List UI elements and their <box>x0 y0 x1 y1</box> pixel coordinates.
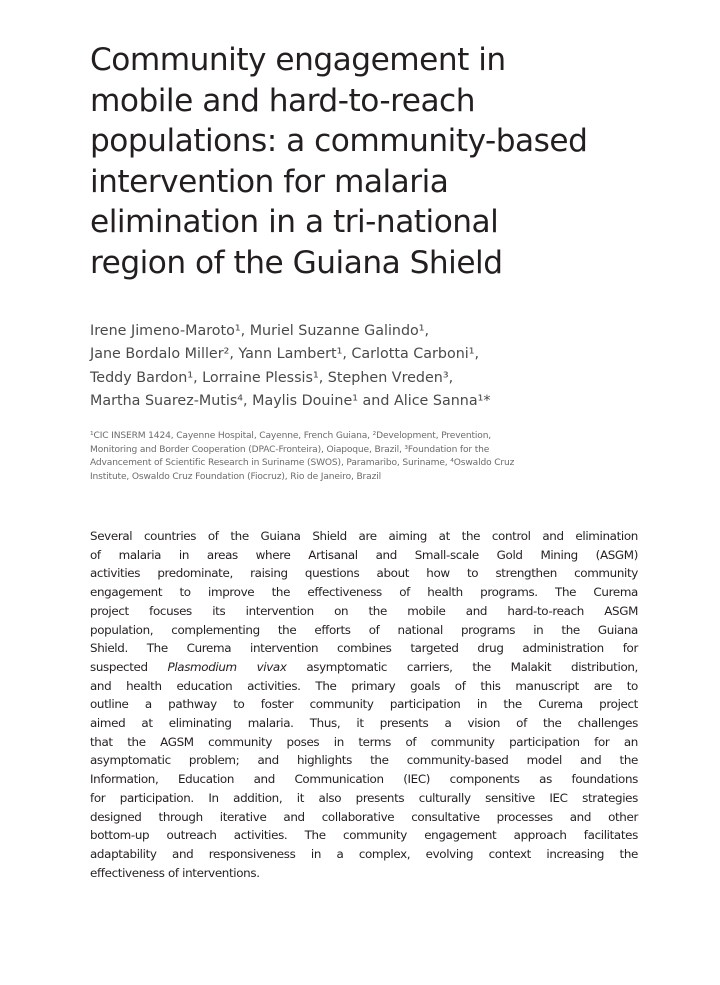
species-name: Plasmodium vivax <box>167 659 287 674</box>
abstract-line: Shield. The Curema intervention combines targeted drug administration for <box>90 641 638 656</box>
title-line: region of the Guiana Shield <box>90 244 503 281</box>
abstract-line: designed through iterative and collaborative consultative processes and other <box>90 809 638 824</box>
title-line: intervention for malaria <box>90 163 449 200</box>
abstract-line: engagement to improve the effectiveness of health programs. The Curema <box>90 585 638 600</box>
abstract-line: activities predominate, raising questions about how to strengthen community <box>90 566 638 581</box>
author-line: Martha Suarez-Mutis⁴, Maylis Douine¹ and Alice Sanna¹* <box>90 393 491 410</box>
abstract <box>90 527 638 882</box>
paper-title <box>90 40 670 284</box>
abstract-line: outline a pathway to foster community participation in the Curema project <box>90 697 638 712</box>
author-line: Irene Jimeno-Maroto¹, Muriel Suzanne Galindo¹, <box>90 323 430 339</box>
abstract-line: effectiveness of interventions. <box>90 865 260 880</box>
abstract-line: adaptability and responsiveness in a complex, evolving context increasing the <box>90 846 638 861</box>
abstract-line: for participation. In addition, it also presents culturally sensitive IEC strategies <box>90 790 638 805</box>
affiliation-line: ¹CIC INSERM 1424, Cayenne Hospital, Cayenne, French Guiana, ²Development, Prevention, <box>90 431 492 441</box>
abstract-line: Information, Education and Communication (IEC) components as foundations <box>90 772 638 787</box>
author-list <box>90 320 650 414</box>
abstract-line: Several countries of the Guiana Shield are aiming at the control and elimination <box>90 529 638 543</box>
title-line: populations: a community-based <box>90 123 588 160</box>
affiliation-line: Monitoring and Border Cooperation (DPAC-Fronteira), Oiapoque, Brazil, ³Foundation for the <box>90 444 490 455</box>
abstract-line: suspected Plasmodium vivax asymptomatic carriers, the Malakit distribution, <box>90 659 638 674</box>
abstract-line: project focuses its intervention on the mobile and hard-to-reach ASGM <box>90 603 638 618</box>
abstract-line: and health education activities. The primary goals of this manuscript are to <box>90 678 638 693</box>
affiliation-line: Institute, Oswaldo Cruz Foundation (Fiocruz), Rio de Janeiro, Brazil <box>90 472 381 483</box>
affiliations <box>90 430 610 485</box>
abstract-line: population, complementing the efforts of national programs in the Guiana <box>90 622 638 637</box>
title-line: Community engagement in <box>90 42 506 78</box>
author-line: Teddy Bardon¹, Lorraine Plessis¹, Stephen Vreden³, <box>90 369 454 386</box>
abstract-line: bottom-up outreach activities. The community engagement approach facilitates <box>90 828 638 843</box>
abstract-line: that the AGSM community poses in terms of community participation for an <box>90 734 638 749</box>
title-line: mobile and hard-to-reach <box>90 82 475 119</box>
abstract-line: asymptomatic problem; and highlights the community-based model and the <box>90 753 638 768</box>
title-line: elimination in a tri-national <box>90 204 499 241</box>
affiliation-line: Advancement of Scientific Research in Suriname (SWOS), Paramaribo, Suriname, ⁴Oswaldo Cruz <box>90 458 515 469</box>
abstract-line: aimed at eliminating malaria. Thus, it presents a vision of the challenges <box>90 716 638 731</box>
abstract-line: of malaria in areas where Artisanal and Small-scale Gold Mining (ASGM) <box>90 547 638 562</box>
author-line: Jane Bordalo Miller², Yann Lambert¹, Carlotta Carboni¹, <box>90 346 480 363</box>
